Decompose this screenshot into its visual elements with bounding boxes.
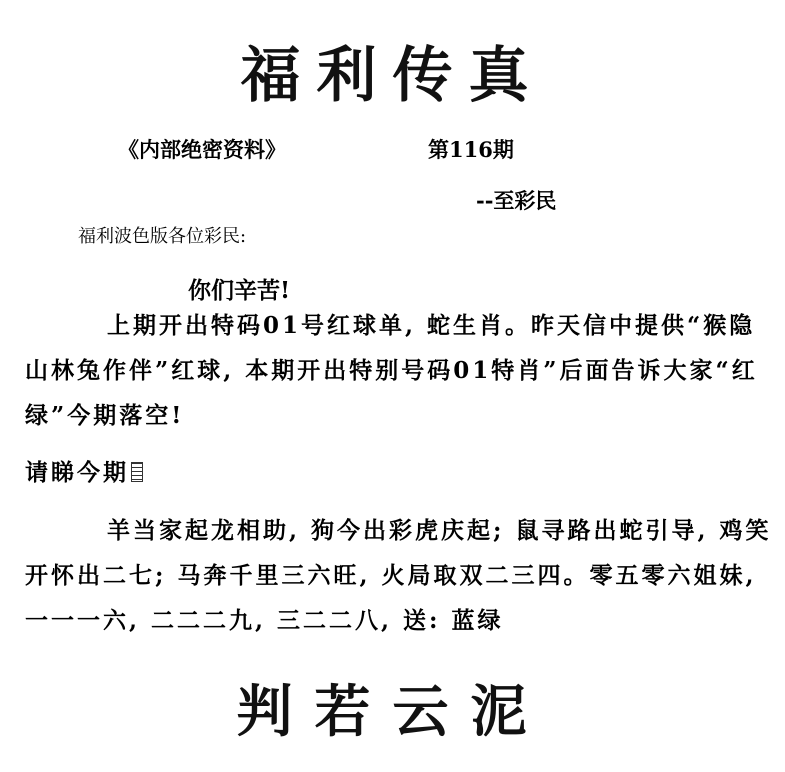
paragraph-1 [25,303,775,438]
section-label-text: 请睇今期 [25,459,129,486]
subtitle: 《内部绝密资料》 [118,137,286,162]
page-title: 福利传真 [240,41,545,111]
paragraph-2 [25,508,775,643]
section-label [25,454,143,487]
greeting: 福利波色版各位彩民: [78,226,247,247]
paragraph-1-text: 上期开出特码01号红球单, 蛇生肖。昨天信中提供“猴隐山林兔作伴”红球, 本期开出特别号码01特肖”后面告诉大家“红绿”今期落空! [25,312,758,429]
footer-title: 判若云泥 [236,679,549,745]
issue-number: 第116期 [428,137,514,162]
exclamation: 你们辛苦! [188,277,291,304]
signature: --至彩民 [476,188,557,213]
paragraph-2-text: 羊当家起龙相助, 狗今出彩虎庆起; 鼠寻路出蛇引导, 鸡笑开怀出二七; 马奔千里三六旺, 火局取双二三四。零五零六姐妹, 一一一六, 二二二九, 三二二八, 送: 蓝绿 [25,517,772,634]
stamp-icon [131,462,143,482]
